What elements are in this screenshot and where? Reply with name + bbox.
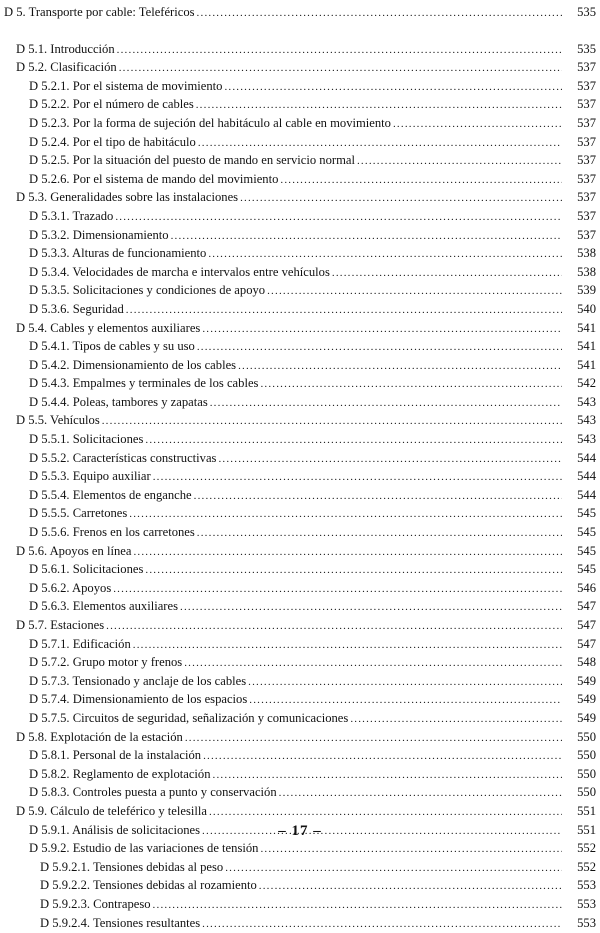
toc-entry-page: 550 bbox=[562, 746, 600, 765]
toc-entry bbox=[0, 914, 600, 933]
toc-entry-page: 538 bbox=[562, 244, 600, 263]
toc-entry-page: 537 bbox=[562, 170, 600, 189]
dot-leader bbox=[225, 859, 562, 878]
toc-entry bbox=[0, 430, 600, 449]
toc-entry-page: 537 bbox=[562, 77, 600, 96]
toc-entry bbox=[0, 635, 600, 654]
toc-entry bbox=[0, 449, 600, 468]
toc-entry-page: 553 bbox=[562, 914, 600, 933]
toc-entry-label: D 5.4.1. Tipos de cables y su uso bbox=[29, 337, 197, 356]
toc-entry-page: 553 bbox=[562, 876, 600, 895]
toc-chapter-header bbox=[0, 3, 600, 22]
toc-entry-label: D 5.7.2. Grupo motor y frenos bbox=[29, 653, 184, 672]
toc-entry-label: D 5.2.3. Por la forma de sujeción del habitáculo al cable en movimiento bbox=[29, 114, 393, 133]
dot-leader bbox=[260, 840, 562, 859]
toc-entry-page: 537 bbox=[562, 188, 600, 207]
dot-leader bbox=[259, 877, 562, 896]
toc-entry bbox=[0, 95, 600, 114]
toc-entry-page: 552 bbox=[562, 839, 600, 858]
toc-entry bbox=[0, 467, 600, 486]
dot-leader bbox=[194, 487, 562, 506]
toc-entry bbox=[0, 411, 600, 430]
toc-entry-page: 543 bbox=[562, 411, 600, 430]
toc-entry bbox=[0, 114, 600, 133]
dot-leader bbox=[279, 784, 562, 803]
toc-entry-label: D 5.3.3. Alturas de funcionamiento bbox=[29, 244, 208, 263]
dot-leader bbox=[196, 96, 562, 115]
toc-entries bbox=[0, 40, 600, 933]
dot-leader bbox=[153, 468, 562, 487]
toc-entry-label: D 5.2.1. Por el sistema de movimiento bbox=[29, 77, 224, 96]
toc-entry-page: 545 bbox=[562, 504, 600, 523]
toc-entry bbox=[0, 616, 600, 635]
toc-entry bbox=[0, 207, 600, 226]
table-of-contents bbox=[0, 3, 600, 932]
toc-entry bbox=[0, 374, 600, 393]
toc-entry bbox=[0, 728, 600, 747]
toc-entry-page: 541 bbox=[562, 337, 600, 356]
toc-entry-label: D 5.9.1. Análisis de solicitaciones bbox=[29, 821, 202, 840]
dot-leader bbox=[393, 115, 562, 134]
toc-entry-page: 549 bbox=[562, 690, 600, 709]
toc-entry-page: 552 bbox=[562, 858, 600, 877]
toc-entry-label: D 5.3.1. Trazado bbox=[29, 207, 115, 226]
toc-entry-page: 538 bbox=[562, 263, 600, 282]
dot-leader bbox=[240, 189, 562, 208]
toc-entry-page: 544 bbox=[562, 467, 600, 486]
toc-entry bbox=[0, 226, 600, 245]
toc-entry bbox=[0, 579, 600, 598]
toc-entry-page: 553 bbox=[562, 895, 600, 914]
toc-entry-page: 547 bbox=[562, 597, 600, 616]
dot-leader bbox=[145, 561, 562, 580]
toc-entry bbox=[0, 709, 600, 728]
toc-entry-page: 535 bbox=[562, 3, 600, 22]
toc-entry bbox=[0, 597, 600, 616]
dot-leader bbox=[106, 617, 562, 636]
toc-entry-label: D 5.2.5. Por la situación del puesto de mando en servicio normal bbox=[29, 151, 357, 170]
toc-entry bbox=[0, 783, 600, 802]
toc-entry-page: 546 bbox=[562, 579, 600, 598]
toc-entry-label: D 5.3. Generalidades sobre las instalaciones bbox=[16, 188, 240, 207]
dot-leader bbox=[180, 598, 562, 617]
toc-entry-page: 541 bbox=[562, 356, 600, 375]
dot-leader bbox=[249, 691, 562, 710]
toc-entry bbox=[0, 337, 600, 356]
dot-leader bbox=[133, 636, 562, 655]
toc-entry-label: D 5.7.5. Circuitos de seguridad, señalización y comunicaciones bbox=[29, 709, 350, 728]
toc-entry-page: 549 bbox=[562, 709, 600, 728]
dot-leader bbox=[113, 580, 562, 599]
toc-entry-label: D 5.8. Explotación de la estación bbox=[16, 728, 185, 747]
toc-entry-label: D 5.7. Estaciones bbox=[16, 616, 106, 635]
toc-entry bbox=[0, 77, 600, 96]
toc-entry-label: D 5.6.1. Solicitaciones bbox=[29, 560, 145, 579]
toc-entry bbox=[0, 244, 600, 263]
dot-leader bbox=[208, 245, 562, 264]
dot-leader bbox=[248, 673, 562, 692]
toc-entry bbox=[0, 653, 600, 672]
toc-entry-label: D 5.8.2. Reglamento de explotación bbox=[29, 765, 213, 784]
dot-leader bbox=[197, 524, 562, 543]
toc-entry-label: D 5.9.2.2. Tensiones debidas al rozamiento bbox=[40, 876, 259, 895]
toc-entry-label: D 5.3.6. Seguridad bbox=[29, 300, 126, 319]
dot-leader bbox=[198, 134, 562, 153]
toc-entry-label: D 5.9.2.4. Tensiones resultantes bbox=[40, 914, 202, 933]
toc-entry bbox=[0, 58, 600, 77]
toc-entry-label: D 5.5.6. Frenos en los carretones bbox=[29, 523, 197, 542]
dot-leader bbox=[126, 301, 562, 320]
toc-entry-page: 535 bbox=[562, 40, 600, 59]
toc-entry-label: D 5.2.4. Por el tipo de habitáculo bbox=[29, 133, 198, 152]
toc-entry-label: D 5.8.1. Personal de la instalación bbox=[29, 746, 203, 765]
toc-entry bbox=[0, 188, 600, 207]
toc-entry-page: 549 bbox=[562, 672, 600, 691]
toc-entry-page: 548 bbox=[562, 653, 600, 672]
toc-entry-label: D 5.5. Vehículos bbox=[16, 411, 102, 430]
dot-leader bbox=[129, 505, 562, 524]
toc-entry-label: D 5.4. Cables y elementos auxiliares bbox=[16, 319, 202, 338]
dot-leader bbox=[133, 543, 562, 562]
toc-entry bbox=[0, 802, 600, 821]
dot-leader bbox=[203, 747, 562, 766]
toc-entry-page: 543 bbox=[562, 430, 600, 449]
dot-leader bbox=[202, 915, 562, 933]
toc-entry bbox=[0, 560, 600, 579]
toc-entry-page: 547 bbox=[562, 635, 600, 654]
toc-entry bbox=[0, 40, 600, 59]
toc-entry-page: 544 bbox=[562, 486, 600, 505]
toc-entry-label: D 5.7.3. Tensionado y anclaje de los cables bbox=[29, 672, 248, 691]
page-number: – 17 – bbox=[0, 823, 600, 840]
toc-entry-page: 537 bbox=[562, 133, 600, 152]
toc-entry-page: 542 bbox=[562, 374, 600, 393]
toc-entry-label: D 5.3.2. Dimensionamiento bbox=[29, 226, 171, 245]
toc-entry bbox=[0, 876, 600, 895]
toc-entry-page: 541 bbox=[562, 319, 600, 338]
toc-entry bbox=[0, 839, 600, 858]
toc-entry-page: 544 bbox=[562, 449, 600, 468]
toc-entry bbox=[0, 895, 600, 914]
dot-leader bbox=[350, 710, 562, 729]
dot-leader bbox=[119, 59, 562, 78]
dot-leader bbox=[153, 896, 562, 915]
toc-entry-label: D 5.4.3. Empalmes y terminales de los cables bbox=[29, 374, 260, 393]
dot-leader bbox=[224, 78, 562, 97]
toc-entry-page: 539 bbox=[562, 281, 600, 300]
dot-leader bbox=[332, 264, 562, 283]
toc-entry-label: D 5.7.1. Edificación bbox=[29, 635, 133, 654]
toc-entry bbox=[0, 504, 600, 523]
toc-entry-page: 550 bbox=[562, 728, 600, 747]
toc-entry-label: D 5.5.1. Solicitaciones bbox=[29, 430, 145, 449]
toc-entry-page: 537 bbox=[562, 226, 600, 245]
dot-leader bbox=[280, 171, 562, 190]
toc-entry-label: D 5. Transporte por cable: Teleféricos bbox=[4, 3, 197, 22]
toc-entry-label: D 5.3.4. Velocidades de marcha e intervalos entre vehículos bbox=[29, 263, 332, 282]
toc-entry-label: D 5.2. Clasificación bbox=[16, 58, 119, 77]
toc-entry-page: 543 bbox=[562, 393, 600, 412]
toc-entry-page: 550 bbox=[562, 783, 600, 802]
dot-leader bbox=[238, 357, 562, 376]
toc-entry-page: 551 bbox=[562, 821, 600, 840]
dot-leader bbox=[267, 282, 562, 301]
toc-entry-label: D 5.5.5. Carretones bbox=[29, 504, 129, 523]
dot-leader bbox=[260, 375, 562, 394]
toc-entry-page: 537 bbox=[562, 95, 600, 114]
toc-entry bbox=[0, 858, 600, 877]
toc-entry-label: D 5.9.2. Estudio de las variaciones de tensión bbox=[29, 839, 260, 858]
toc-entry bbox=[0, 281, 600, 300]
dot-leader bbox=[210, 394, 562, 413]
toc-entry-page: 537 bbox=[562, 58, 600, 77]
toc-entry-page: 550 bbox=[562, 765, 600, 784]
toc-entry-page: 540 bbox=[562, 300, 600, 319]
toc-entry-label: D 5.2.6. Por el sistema de mando del movimiento bbox=[29, 170, 280, 189]
toc-entry-label: D 5.5.3. Equipo auxiliar bbox=[29, 467, 153, 486]
dot-leader bbox=[171, 227, 562, 246]
toc-entry bbox=[0, 319, 600, 338]
dot-leader bbox=[202, 320, 562, 339]
toc-entry bbox=[0, 672, 600, 691]
toc-entry bbox=[0, 523, 600, 542]
dot-leader bbox=[184, 654, 562, 673]
toc-entry bbox=[0, 356, 600, 375]
toc-entry-label: D 5.5.2. Características constructivas bbox=[29, 449, 218, 468]
dot-leader bbox=[185, 729, 562, 748]
toc-entry-page: 545 bbox=[562, 542, 600, 561]
toc-entry-label: D 5.8.3. Controles puesta a punto y conservación bbox=[29, 783, 279, 802]
dot-leader bbox=[117, 41, 562, 60]
toc-entry bbox=[0, 133, 600, 152]
toc-entry-page: 545 bbox=[562, 560, 600, 579]
toc-entry-label: D 5.6. Apoyos en línea bbox=[16, 542, 133, 561]
toc-entry-page: 547 bbox=[562, 616, 600, 635]
toc-entry-label: D 5.5.4. Elementos de enganche bbox=[29, 486, 194, 505]
toc-entry bbox=[0, 393, 600, 412]
toc-entry-label: D 5.1. Introducción bbox=[16, 40, 117, 59]
toc-entry-label: D 5.2.2. Por el número de cables bbox=[29, 95, 196, 114]
toc-entry-page: 537 bbox=[562, 151, 600, 170]
dot-leader bbox=[213, 766, 562, 785]
dot-leader bbox=[145, 431, 562, 450]
toc-entry bbox=[0, 263, 600, 282]
toc-entry bbox=[0, 486, 600, 505]
toc-entry-page: 545 bbox=[562, 523, 600, 542]
toc-entry-page: 537 bbox=[562, 114, 600, 133]
dot-leader bbox=[197, 4, 562, 23]
toc-entry-label: D 5.7.4. Dimensionamiento de los espacios bbox=[29, 690, 249, 709]
toc-entry-label: D 5.3.5. Solicitaciones y condiciones de apoyo bbox=[29, 281, 267, 300]
toc-entry-page: 551 bbox=[562, 802, 600, 821]
toc-entry bbox=[0, 746, 600, 765]
dot-leader bbox=[209, 803, 562, 822]
toc-entry-label: D 5.9.2.3. Contrapeso bbox=[40, 895, 153, 914]
toc-entry-label: D 5.6.2. Apoyos bbox=[29, 579, 113, 598]
toc-entry-label: D 5.4.4. Poleas, tambores y zapatas bbox=[29, 393, 210, 412]
dot-leader bbox=[115, 208, 562, 227]
dot-leader bbox=[218, 450, 562, 469]
dot-leader bbox=[197, 338, 562, 357]
toc-entry bbox=[0, 151, 600, 170]
dot-leader bbox=[102, 412, 562, 431]
toc-entry bbox=[0, 690, 600, 709]
toc-entry-label: D 5.9.2.1. Tensiones debidas al peso bbox=[40, 858, 225, 877]
toc-entry-page: 537 bbox=[562, 207, 600, 226]
toc-entry-label: D 5.4.2. Dimensionamiento de los cables bbox=[29, 356, 238, 375]
toc-entry-label: D 5.6.3. Elementos auxiliares bbox=[29, 597, 180, 616]
toc-entry bbox=[0, 542, 600, 561]
dot-leader bbox=[357, 152, 562, 171]
toc-entry bbox=[0, 765, 600, 784]
toc-entry bbox=[0, 170, 600, 189]
toc-entry bbox=[0, 300, 600, 319]
toc-entry-label: D 5.9. Cálculo de teleférico y telesilla bbox=[16, 802, 209, 821]
spacer bbox=[0, 22, 600, 40]
